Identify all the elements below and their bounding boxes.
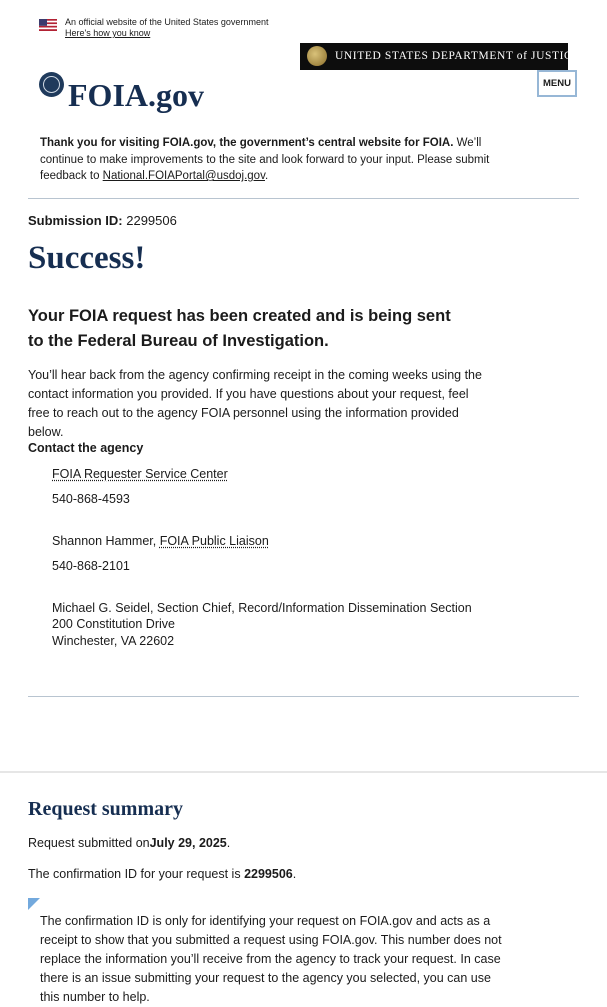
doj-header[interactable] [300, 43, 580, 70]
success-heading: Success! [28, 240, 146, 276]
menu-button[interactable]: MENU [537, 70, 577, 97]
service-center-abbr: FOIA Requester Service Center [52, 467, 228, 481]
confirmation-id: 2299506 [244, 867, 293, 881]
address-line-3: Winchester, VA 22602 [52, 634, 175, 648]
us-flag-icon [39, 19, 57, 31]
submission-id-value: 2299506 [122, 213, 177, 228]
submission-id-label: Submission ID: [28, 213, 123, 228]
doj-seal-icon [307, 46, 327, 66]
request-created-text: Your FOIA request has been created and is being sent to the Federal Bureau of Investigation. [28, 307, 451, 350]
section-divider [0, 771, 607, 773]
divider-contact [28, 696, 579, 697]
divider-top [28, 198, 579, 199]
liaison-phone: 540-868-2101 [52, 559, 130, 573]
note-corner-marker [28, 898, 40, 910]
liaison-title: FOIA Public Liaison [159, 534, 269, 548]
hear-back-text: You’ll hear back from the agency confirming receipt in the coming weeks using the contact information you provided. If you have questions about your request, feel free to reach out to the agency FOIA personnel using the information provided below. [28, 368, 482, 439]
confirmation-suffix: . [292, 867, 297, 881]
feedback-end: . [264, 170, 269, 182]
submitted-on-line [28, 836, 230, 850]
confirmation-note: The confirmation ID is only for identifying your request on FOIA.gov and acts as a receipt to show that you submitted a request using FOIA.gov. This number does not replace the information you’ll receive from the agency to track your request. In case there is an issue submitting your request to the agency you selected, you can use this number to help. [40, 914, 502, 1004]
request-summary-heading: Request summary [28, 798, 183, 820]
how-you-know-link[interactable]: Here's how you know [65, 28, 151, 38]
feedback-message [40, 135, 500, 185]
contact-heading: Contact the agency [28, 441, 144, 455]
feedback-email-link[interactable]: National.FOIAPortal@usdoj.gov [102, 170, 265, 182]
doj-header-text: UNITED STATES DEPARTMENT of JUSTICE [335, 50, 580, 62]
liaison-name: Shannon Hammer, [52, 534, 160, 548]
official-site-text: An official website of the United States government [65, 17, 269, 27]
address-line-2: 200 Constitution Drive [52, 617, 175, 631]
liaison-line [52, 533, 269, 550]
submitted-suffix: . [226, 836, 231, 850]
confirmation-prefix: The confirmation ID for your request is [28, 867, 245, 881]
service-center-phone: 540-868-4593 [52, 492, 130, 506]
feedback-text: We’ll continue to make improvements to the site and look forward to your input. Please submit feedback to [40, 137, 490, 182]
foia-seal-icon [39, 72, 64, 97]
submission-id [28, 213, 177, 228]
feedback-bold: Thank you for visiting FOIA.gov, the government’s central website for FOIA. [40, 137, 454, 149]
confirmation-line [28, 867, 296, 881]
submitted-prefix: Request submitted on [28, 836, 150, 850]
logo-text: FOIA.gov [68, 77, 204, 113]
submitted-date: July 29, 2025 [149, 836, 227, 850]
service-center-name [52, 466, 228, 483]
address-line-1: Michael G. Seidel, Section Chief, Record/Information Dissemination Section [52, 601, 472, 615]
